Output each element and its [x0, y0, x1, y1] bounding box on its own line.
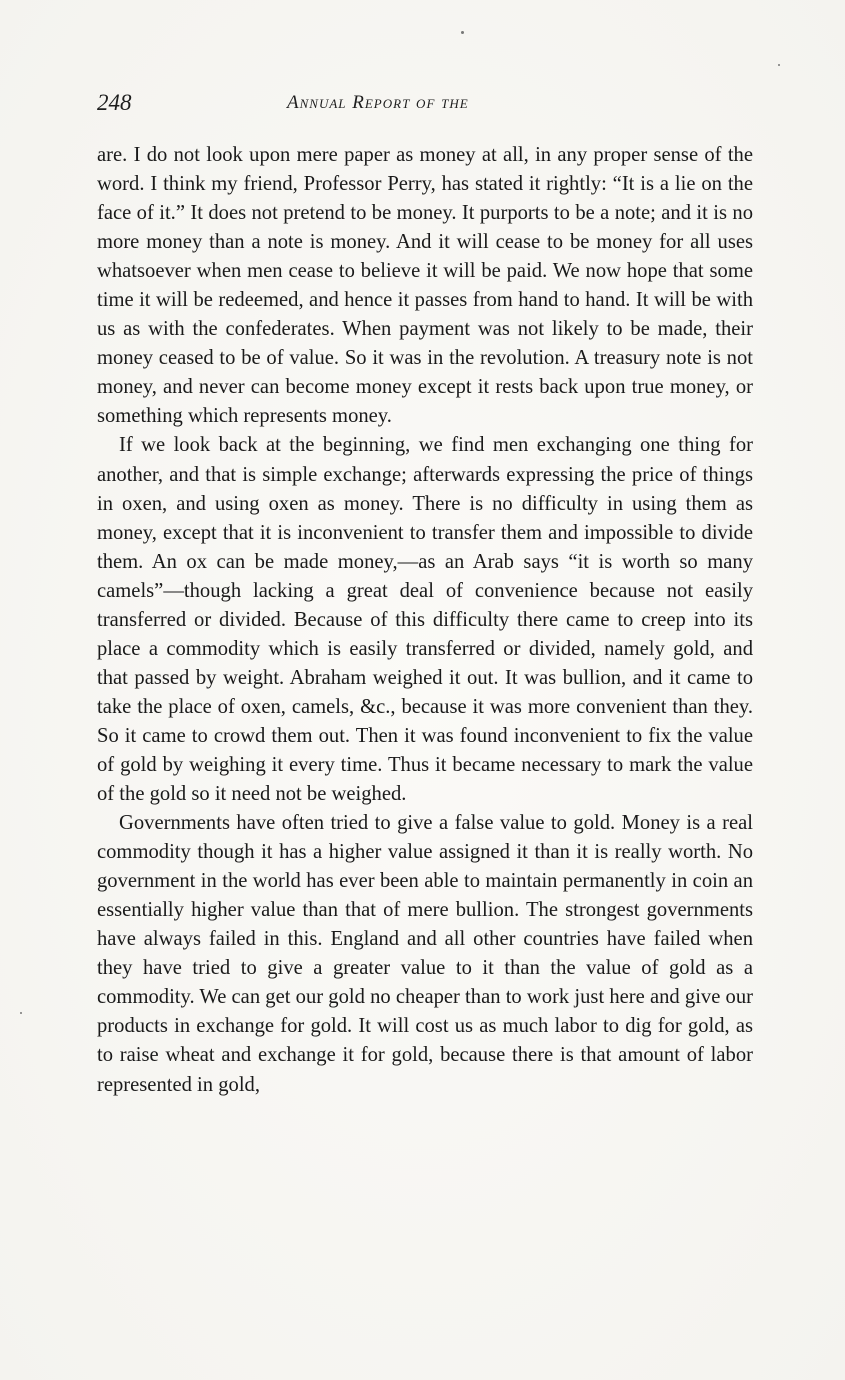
paragraph: are. I do not look upon mere paper as money at all, in any proper sense of the word. I think my friend, Professor Perry, has stated it rightly: “It is a lie on the face of it.” It does not pretend to be money. It purports to be a note; and it is no more money than a note is money. And it will cease to be money for all uses whatsoever when men cease to believe it will be paid. We now hope that some time it will be redeemed, and hence it passes from hand to hand. It will be with us as with the confederates. When payment was not likely to be made, their money ceased to be of value. So it was in the revolution. A treasury note is not money, and never can become money except it rests back upon true money, or something which represents money. — [97, 144, 753, 428]
page-header — [97, 90, 753, 120]
page-number: 248 — [97, 90, 132, 115]
paragraph: If we look back at the beginning, we find men exchanging one thing for another, and that is simple exchange; afterwards expressing the price of things in oxen, and using oxen as money. There is no difficulty in using them as money, except that it is inconvenient to transfer them and impossible to divide them. An ox can be made money,—as an Arab says “it is worth so many camels”—though lacking a great deal of convenience because not easily transferred or divided. Because of this difficulty there came to creep into its place a commodity which is easily transferred or divided, namely gold, and that passed by weight. Abraham weighed it out. It was bullion, and it came to take the place of oxen, camels, &c., because it was more convenient than they. So it came to crowd them out. Then it was found inconvenient to fix the value of gold by weighing it every time. Thus it became necessary to mark the value of the gold so it need not be weighed. — [97, 434, 753, 806]
print-speck — [778, 64, 780, 66]
paragraph: Governments have often tried to give a false value to gold. Money is a real commodity though it has a higher value assigned it than it is really worth. No government in the world has ever been able to maintain permanently in coin an essentially higher value than that of mere bullion. The strongest governments have always failed in this. England and all other countries have failed when they have tried to give a greater value to it than the value of gold as a commodity. We can get our gold no cheaper than to work just here and give our products in exchange for gold. It will cost us as much labor to dig for gold, as to raise wheat and exchange it for gold, because there is that amount of labor represented in gold, — [97, 812, 753, 1096]
print-speck — [461, 31, 464, 34]
print-speck — [20, 1012, 22, 1014]
body-text — [97, 141, 753, 1100]
running-head: Annual Report of the — [287, 92, 469, 113]
